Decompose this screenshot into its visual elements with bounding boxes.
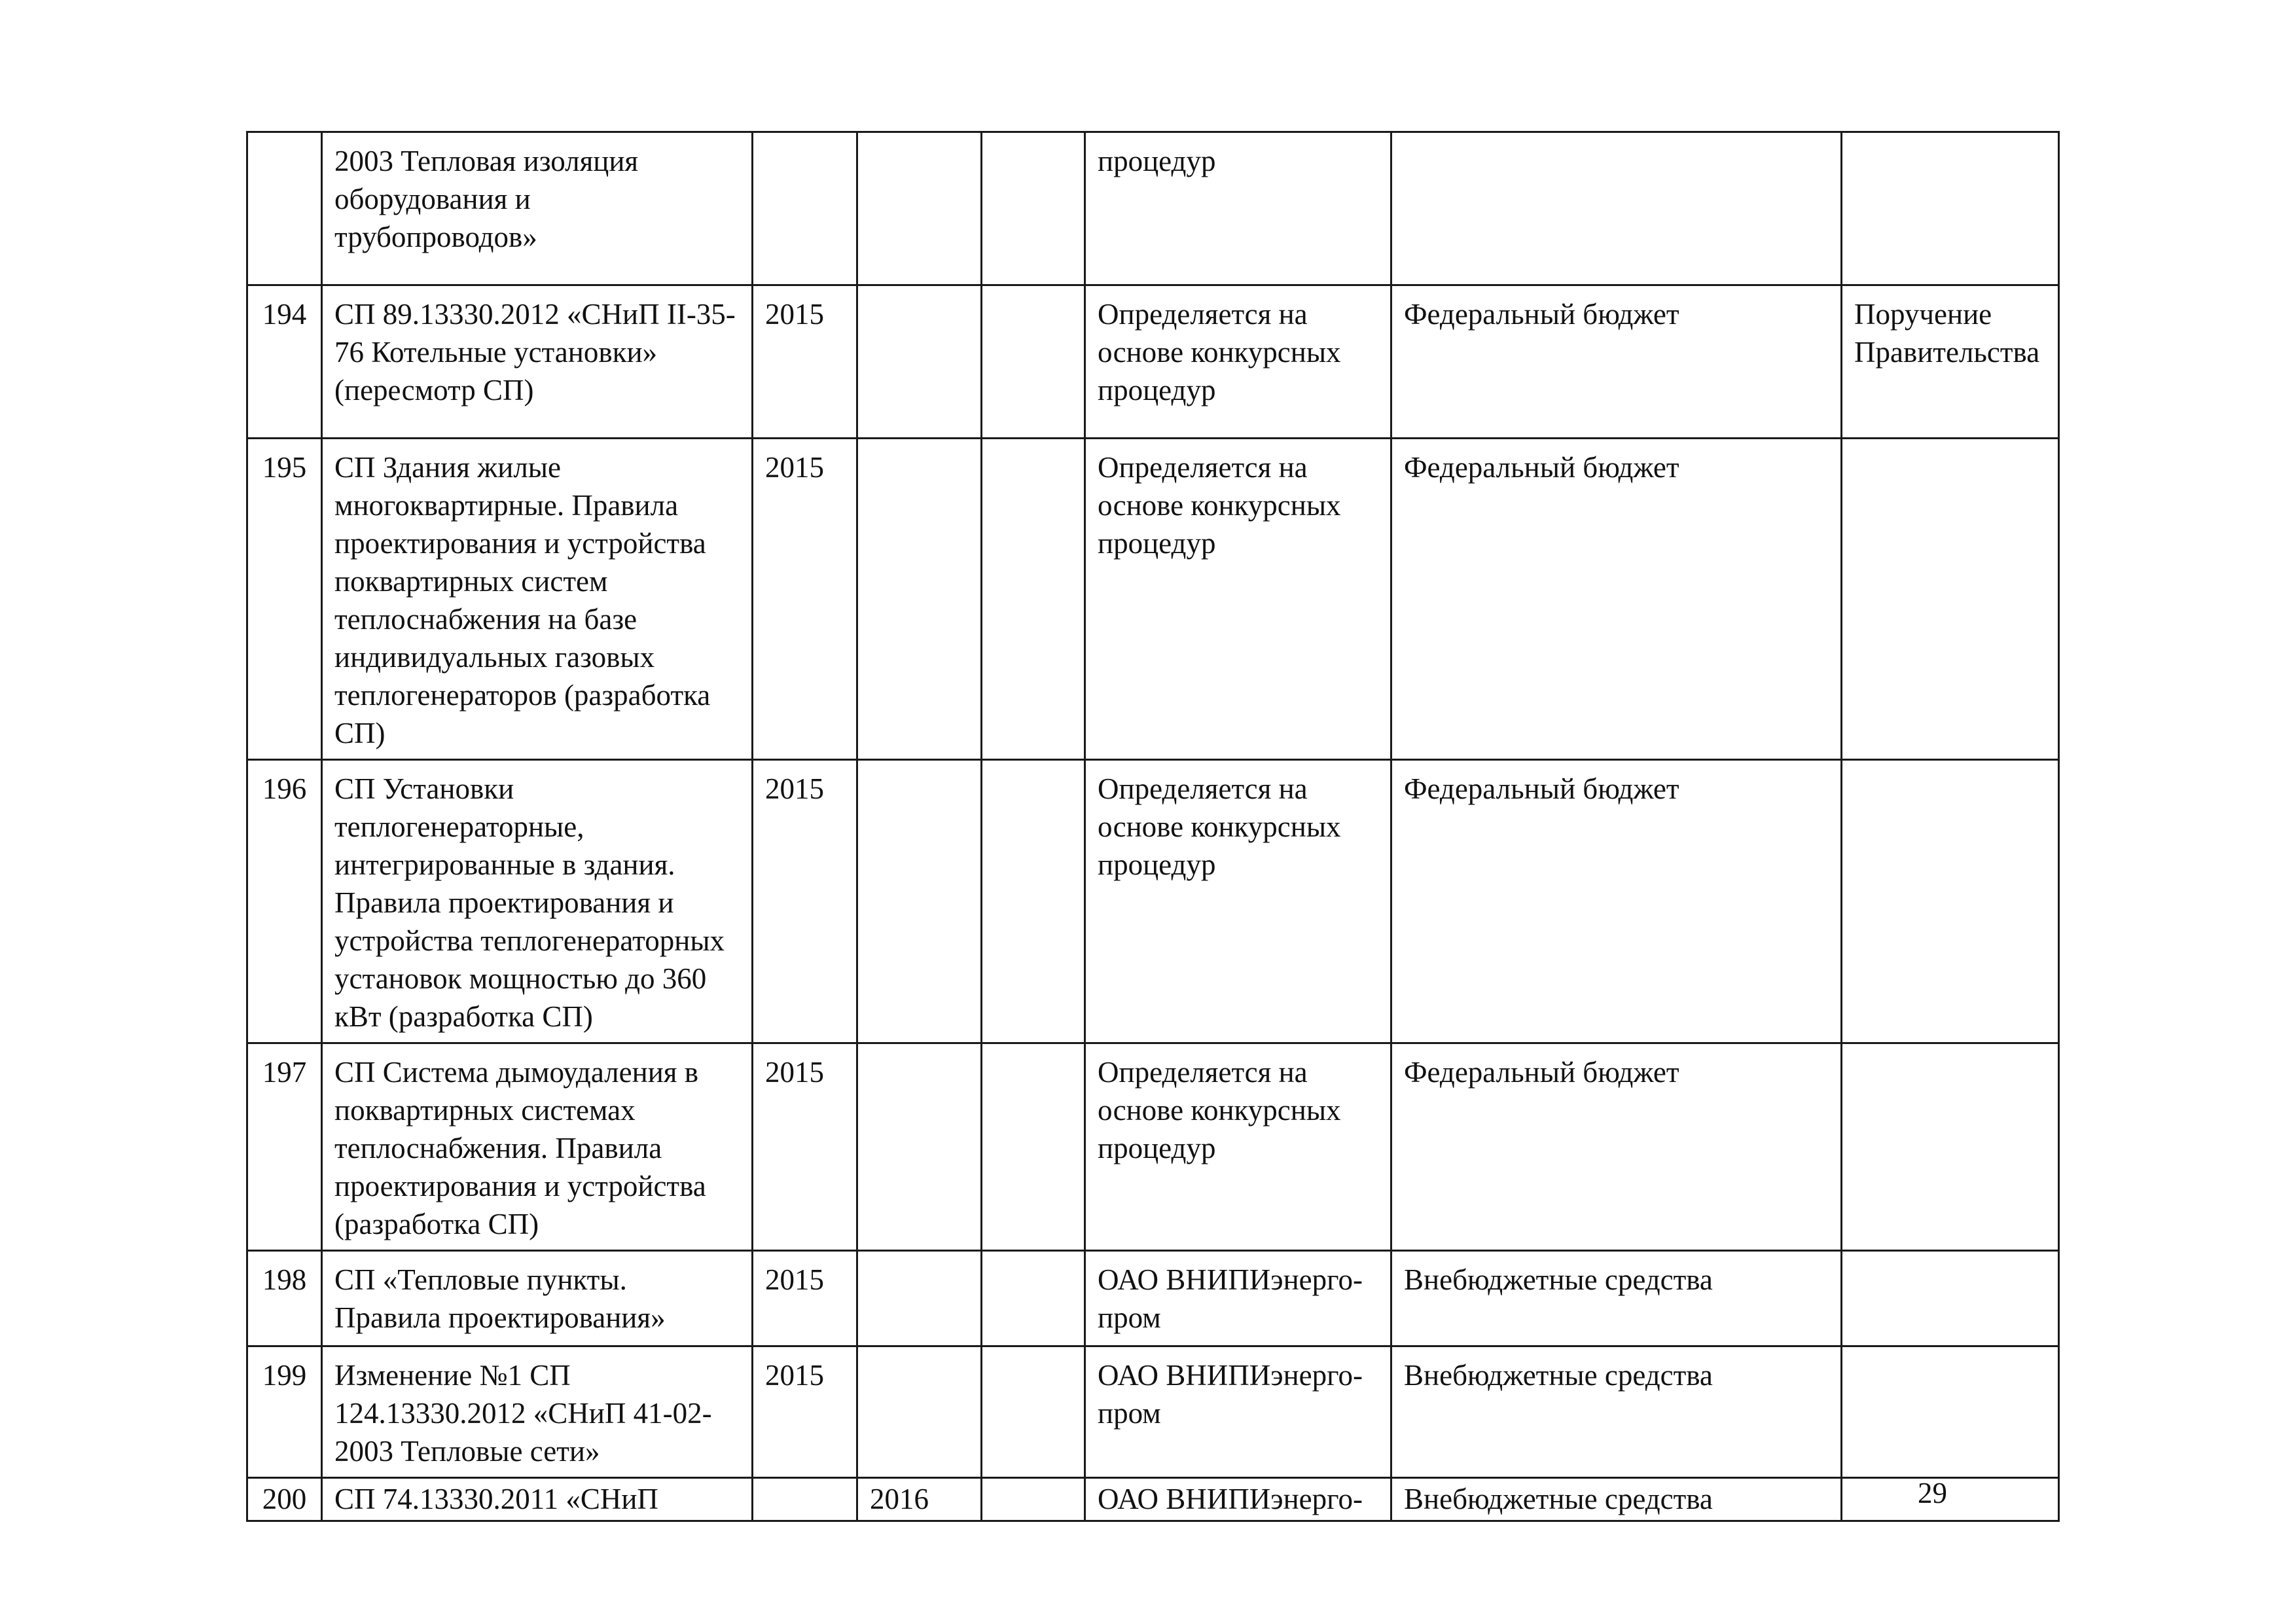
- extra-cell: [982, 285, 1085, 439]
- basis: [1842, 1251, 2059, 1346]
- development-year: [753, 1478, 857, 1521]
- basis: [1842, 760, 2059, 1043]
- document-name: СП Система дымоудаления в поквартирных системах теплоснабжения. Правила проектирования и устройства (разработка СП): [322, 1043, 753, 1251]
- extra-cell: [982, 1478, 1085, 1521]
- development-year: 2015: [753, 1346, 857, 1478]
- page-number: 29: [1918, 1477, 1947, 1509]
- row-number: 196: [247, 760, 322, 1043]
- document-name: 2003 Тепловая изоляция оборудования и трубопроводов»: [322, 132, 753, 285]
- basis: [1842, 132, 2059, 285]
- row-number: 194: [247, 285, 322, 439]
- funding-source: Федеральный бюджет: [1391, 439, 1842, 760]
- extra-cell: [982, 1346, 1085, 1478]
- table-row: [247, 1346, 2059, 1478]
- basis: [1842, 1346, 2059, 1478]
- document-name: СП Здания жилые многоквартирные. Правила проектирования и устройства поквартирных систем теплоснабжения на базе индивидуальных газовых теплогенераторов (разработка СП): [322, 439, 753, 760]
- funding-source: [1391, 132, 1842, 285]
- table-row: [247, 1043, 2059, 1251]
- basis: Поручение Правительства: [1842, 285, 2059, 439]
- development-year: 2015: [753, 1251, 857, 1346]
- executor: Определяется на основе конкурсных процедур: [1085, 760, 1391, 1043]
- row-number: 200: [247, 1478, 322, 1521]
- basis: [1842, 439, 2059, 760]
- document-name: СП 89.13330.2012 «СНиП II-35-76 Котельные установки» (пересмотр СП): [322, 285, 753, 439]
- row-number: 195: [247, 439, 322, 760]
- development-year: [753, 132, 857, 285]
- executor: процедур: [1085, 132, 1391, 285]
- document-name: СП Установки теплогенераторные, интегрированные в здания. Правила проектирования и устройства теплогенераторных установок мощностью до 360 кВт (разработка СП): [322, 760, 753, 1043]
- row-number: 199: [247, 1346, 322, 1478]
- row-number: 198: [247, 1251, 322, 1346]
- approval-year: [857, 1043, 982, 1251]
- funding-source: Федеральный бюджет: [1391, 760, 1842, 1043]
- document-name: СП 74.13330.2011 «СНиП: [322, 1478, 753, 1521]
- basis: [1842, 1043, 2059, 1251]
- funding-source: Федеральный бюджет: [1391, 285, 1842, 439]
- table-row: [247, 1478, 2059, 1521]
- approval-year: [857, 439, 982, 760]
- row-number: [247, 132, 322, 285]
- extra-cell: [982, 439, 1085, 760]
- approval-year: [857, 132, 982, 285]
- extra-cell: [982, 132, 1085, 285]
- executor: Определяется на основе конкурсных процедур: [1085, 439, 1391, 760]
- executor: Определяется на основе конкурсных процедур: [1085, 1043, 1391, 1251]
- executor: ОАО ВНИПИэнерго-пром: [1085, 1251, 1391, 1346]
- development-year: 2015: [753, 439, 857, 760]
- executor: ОАО ВНИПИэнерго-пром: [1085, 1346, 1391, 1478]
- approval-year: [857, 760, 982, 1043]
- table-row: [247, 285, 2059, 439]
- extra-cell: [982, 1251, 1085, 1346]
- development-year: 2015: [753, 285, 857, 439]
- funding-source: Внебюджетные средства: [1391, 1251, 1842, 1346]
- table-row: [247, 1251, 2059, 1346]
- executor: ОАО ВНИПИэнерго-: [1085, 1478, 1391, 1521]
- table-row: [247, 439, 2059, 760]
- document-name: Изменение №1 СП 124.13330.2012 «СНиП 41-02-2003 Тепловые сети»: [322, 1346, 753, 1478]
- approval-year: [857, 1346, 982, 1478]
- funding-source: Внебюджетные средства: [1391, 1346, 1842, 1478]
- funding-source: Внебюджетные средства: [1391, 1478, 1842, 1521]
- standards-plan-table: [246, 131, 2060, 1522]
- approval-year: [857, 285, 982, 439]
- extra-cell: [982, 760, 1085, 1043]
- funding-source: Федеральный бюджет: [1391, 1043, 1842, 1251]
- row-number: 197: [247, 1043, 322, 1251]
- executor: Определяется на основе конкурсных процедур: [1085, 285, 1391, 439]
- table-row: [247, 760, 2059, 1043]
- document-name: СП «Тепловые пункты. Правила проектирования»: [322, 1251, 753, 1346]
- basis: [1842, 1478, 2059, 1521]
- approval-year: [857, 1251, 982, 1346]
- development-year: 2015: [753, 1043, 857, 1251]
- approval-year: 2016: [857, 1478, 982, 1521]
- development-year: 2015: [753, 760, 857, 1043]
- table-row: [247, 132, 2059, 285]
- extra-cell: [982, 1043, 1085, 1251]
